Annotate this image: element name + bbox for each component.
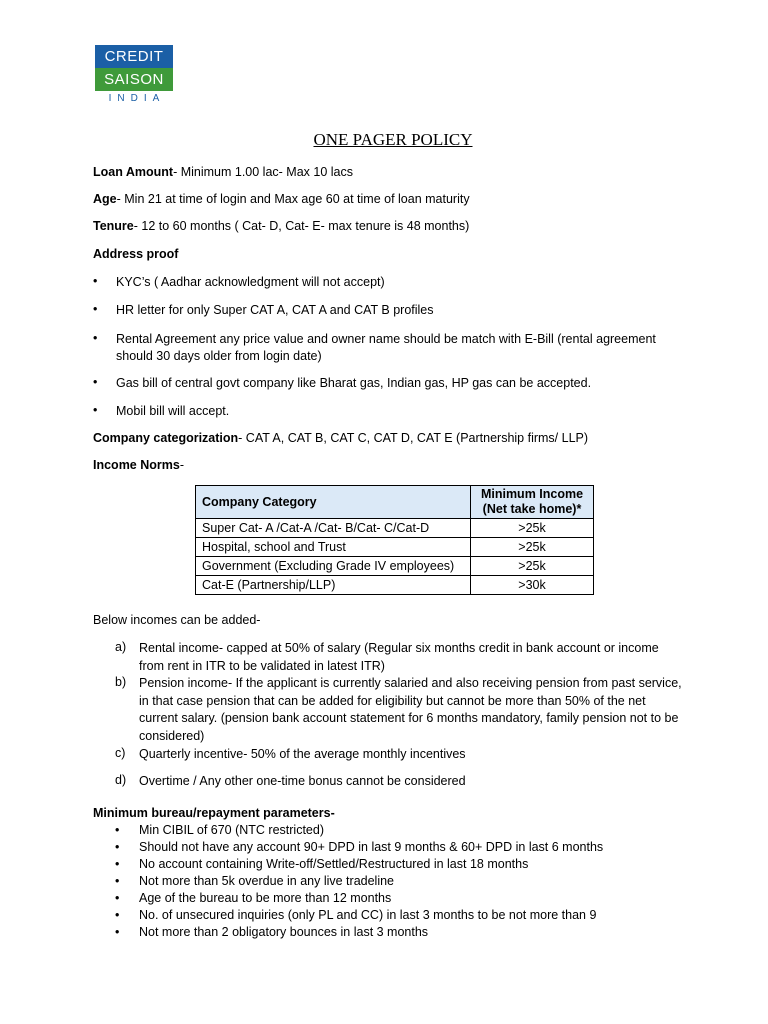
company-categorization-label: Company categorization bbox=[93, 431, 239, 445]
income-norms-table bbox=[195, 485, 594, 595]
age-label: Age bbox=[93, 192, 117, 206]
income-addition-item: d) Overtime / Any other one-time bonus cannot be considered bbox=[115, 773, 466, 788]
income-addition-item: b) Pension income- If the applicant is currently salaried and also receiving pension from past service, in that case pension that can be added for eligibility but cannot be more than 50% of the net current salary. (pension bank account statement for 6 months mandatory, family pension not to be considered) bbox=[115, 675, 682, 743]
list-key: d) bbox=[115, 773, 127, 787]
bullet-icon: • bbox=[93, 274, 98, 288]
below-incomes-heading: Below incomes can be added- bbox=[93, 613, 261, 627]
bullet-icon: • bbox=[115, 823, 120, 837]
income-norms-suffix: - bbox=[179, 458, 185, 472]
address-proof-item: • KYC’s ( Aadhar acknowledgment will not accept) bbox=[93, 274, 385, 289]
bullet-icon: • bbox=[115, 925, 120, 939]
logo-line-credit: CREDIT bbox=[95, 45, 173, 68]
bureau-item: • Should not have any account 90+ DPD in last 9 months & 60+ DPD in last 6 months bbox=[115, 840, 604, 854]
bullet-icon: • bbox=[93, 403, 98, 417]
company-categorization-line bbox=[93, 431, 588, 445]
header-minimum-income: Minimum Income (Net take home)* bbox=[471, 486, 594, 519]
page-title: ONE PAGER POLICY bbox=[313, 130, 473, 149]
table-cell: Super Cat- A /Cat-A /Cat- B/Cat- C/Cat-D bbox=[196, 519, 471, 538]
table-row bbox=[196, 557, 594, 576]
credit-saison-logo bbox=[95, 45, 173, 104]
loan-amount-label: Loan Amount bbox=[93, 165, 174, 179]
bullet-icon: • bbox=[115, 908, 120, 922]
loan-amount-text: - Minimum 1.00 lac- Max 10 lacs bbox=[173, 165, 353, 179]
address-proof-item: • Rental Agreement any price value and owner name should be match with E-Bill (rental agreement should 30 days older from login date) bbox=[93, 331, 656, 363]
address-proof-item: • Mobil bill will accept. bbox=[93, 403, 230, 418]
table-row bbox=[196, 576, 594, 595]
table-cell: >25k bbox=[471, 557, 594, 576]
bullet-icon: • bbox=[93, 302, 98, 316]
table-cell: Government (Excluding Grade IV employees) bbox=[196, 557, 471, 576]
address-proof-item: • HR letter for only Super CAT A, CAT A and CAT B profiles bbox=[93, 302, 434, 317]
bureau-item: • Not more than 5k overdue in any live tradeline bbox=[115, 874, 395, 888]
bureau-item: • Min CIBIL of 670 (NTC restricted) bbox=[115, 823, 325, 837]
table-cell: Cat-E (Partnership/LLP) bbox=[196, 576, 471, 595]
address-proof-heading: Address proof bbox=[93, 247, 179, 261]
bureau-heading: Minimum bureau/repayment parameters- bbox=[93, 806, 335, 820]
bullet-icon: • bbox=[115, 857, 120, 871]
income-addition-item: c) Quarterly incentive- 50% of the average monthly incentives bbox=[115, 746, 466, 761]
bureau-item: • Age of the bureau to be more than 12 months bbox=[115, 891, 392, 905]
bullet-icon: • bbox=[93, 331, 98, 345]
list-key: c) bbox=[115, 746, 126, 760]
address-proof-item: • Gas bill of central govt company like Bharat gas, Indian gas, HP gas can be accepted. bbox=[93, 375, 592, 390]
bureau-item: • Not more than 2 obligatory bounces in last 3 months bbox=[115, 925, 429, 939]
table-cell: >30k bbox=[471, 576, 594, 595]
company-categorization-text: - CAT A, CAT B, CAT C, CAT D, CAT E (Partnership firms/ LLP) bbox=[238, 431, 589, 445]
age-line bbox=[93, 192, 470, 206]
income-norms-label: Income Norms bbox=[93, 458, 180, 472]
bullet-icon: • bbox=[115, 891, 120, 905]
bullet-icon: • bbox=[115, 874, 120, 888]
bullet-icon: • bbox=[115, 840, 120, 854]
tenure-text: - 12 to 60 months ( Cat- D, Cat- E- max tenure is 48 months) bbox=[133, 219, 470, 233]
bureau-item: • No account containing Write-off/Settled/Restructured in last 18 months bbox=[115, 857, 529, 871]
list-key: a) bbox=[115, 640, 127, 654]
table-cell: >25k bbox=[471, 519, 594, 538]
tenure-label: Tenure bbox=[93, 219, 134, 233]
loan-amount-line bbox=[93, 165, 353, 179]
bureau-item: • No. of unsecured inquiries (only PL and CC) in last 3 months to be not more than 9 bbox=[115, 908, 597, 922]
table-cell: >25k bbox=[471, 538, 594, 557]
header-company-category: Company Category bbox=[196, 486, 471, 519]
table-cell: Hospital, school and Trust bbox=[196, 538, 471, 557]
table-header-row bbox=[196, 486, 594, 519]
table-row bbox=[196, 519, 594, 538]
tenure-line bbox=[93, 219, 469, 233]
income-addition-item: a) Rental income- capped at 50% of salary (Regular six months credit in bank account or income from rent in ITR to be validated in latest ITR) bbox=[115, 640, 659, 673]
list-key: b) bbox=[115, 675, 127, 689]
logo-line-india: INDIA bbox=[108, 93, 166, 104]
bullet-icon: • bbox=[93, 375, 98, 389]
logo-line-saison: SAISON bbox=[95, 68, 173, 91]
income-norms-line bbox=[93, 458, 184, 472]
table-row bbox=[196, 538, 594, 557]
age-text: - Min 21 at time of login and Max age 60 at time of loan maturity bbox=[116, 192, 470, 206]
